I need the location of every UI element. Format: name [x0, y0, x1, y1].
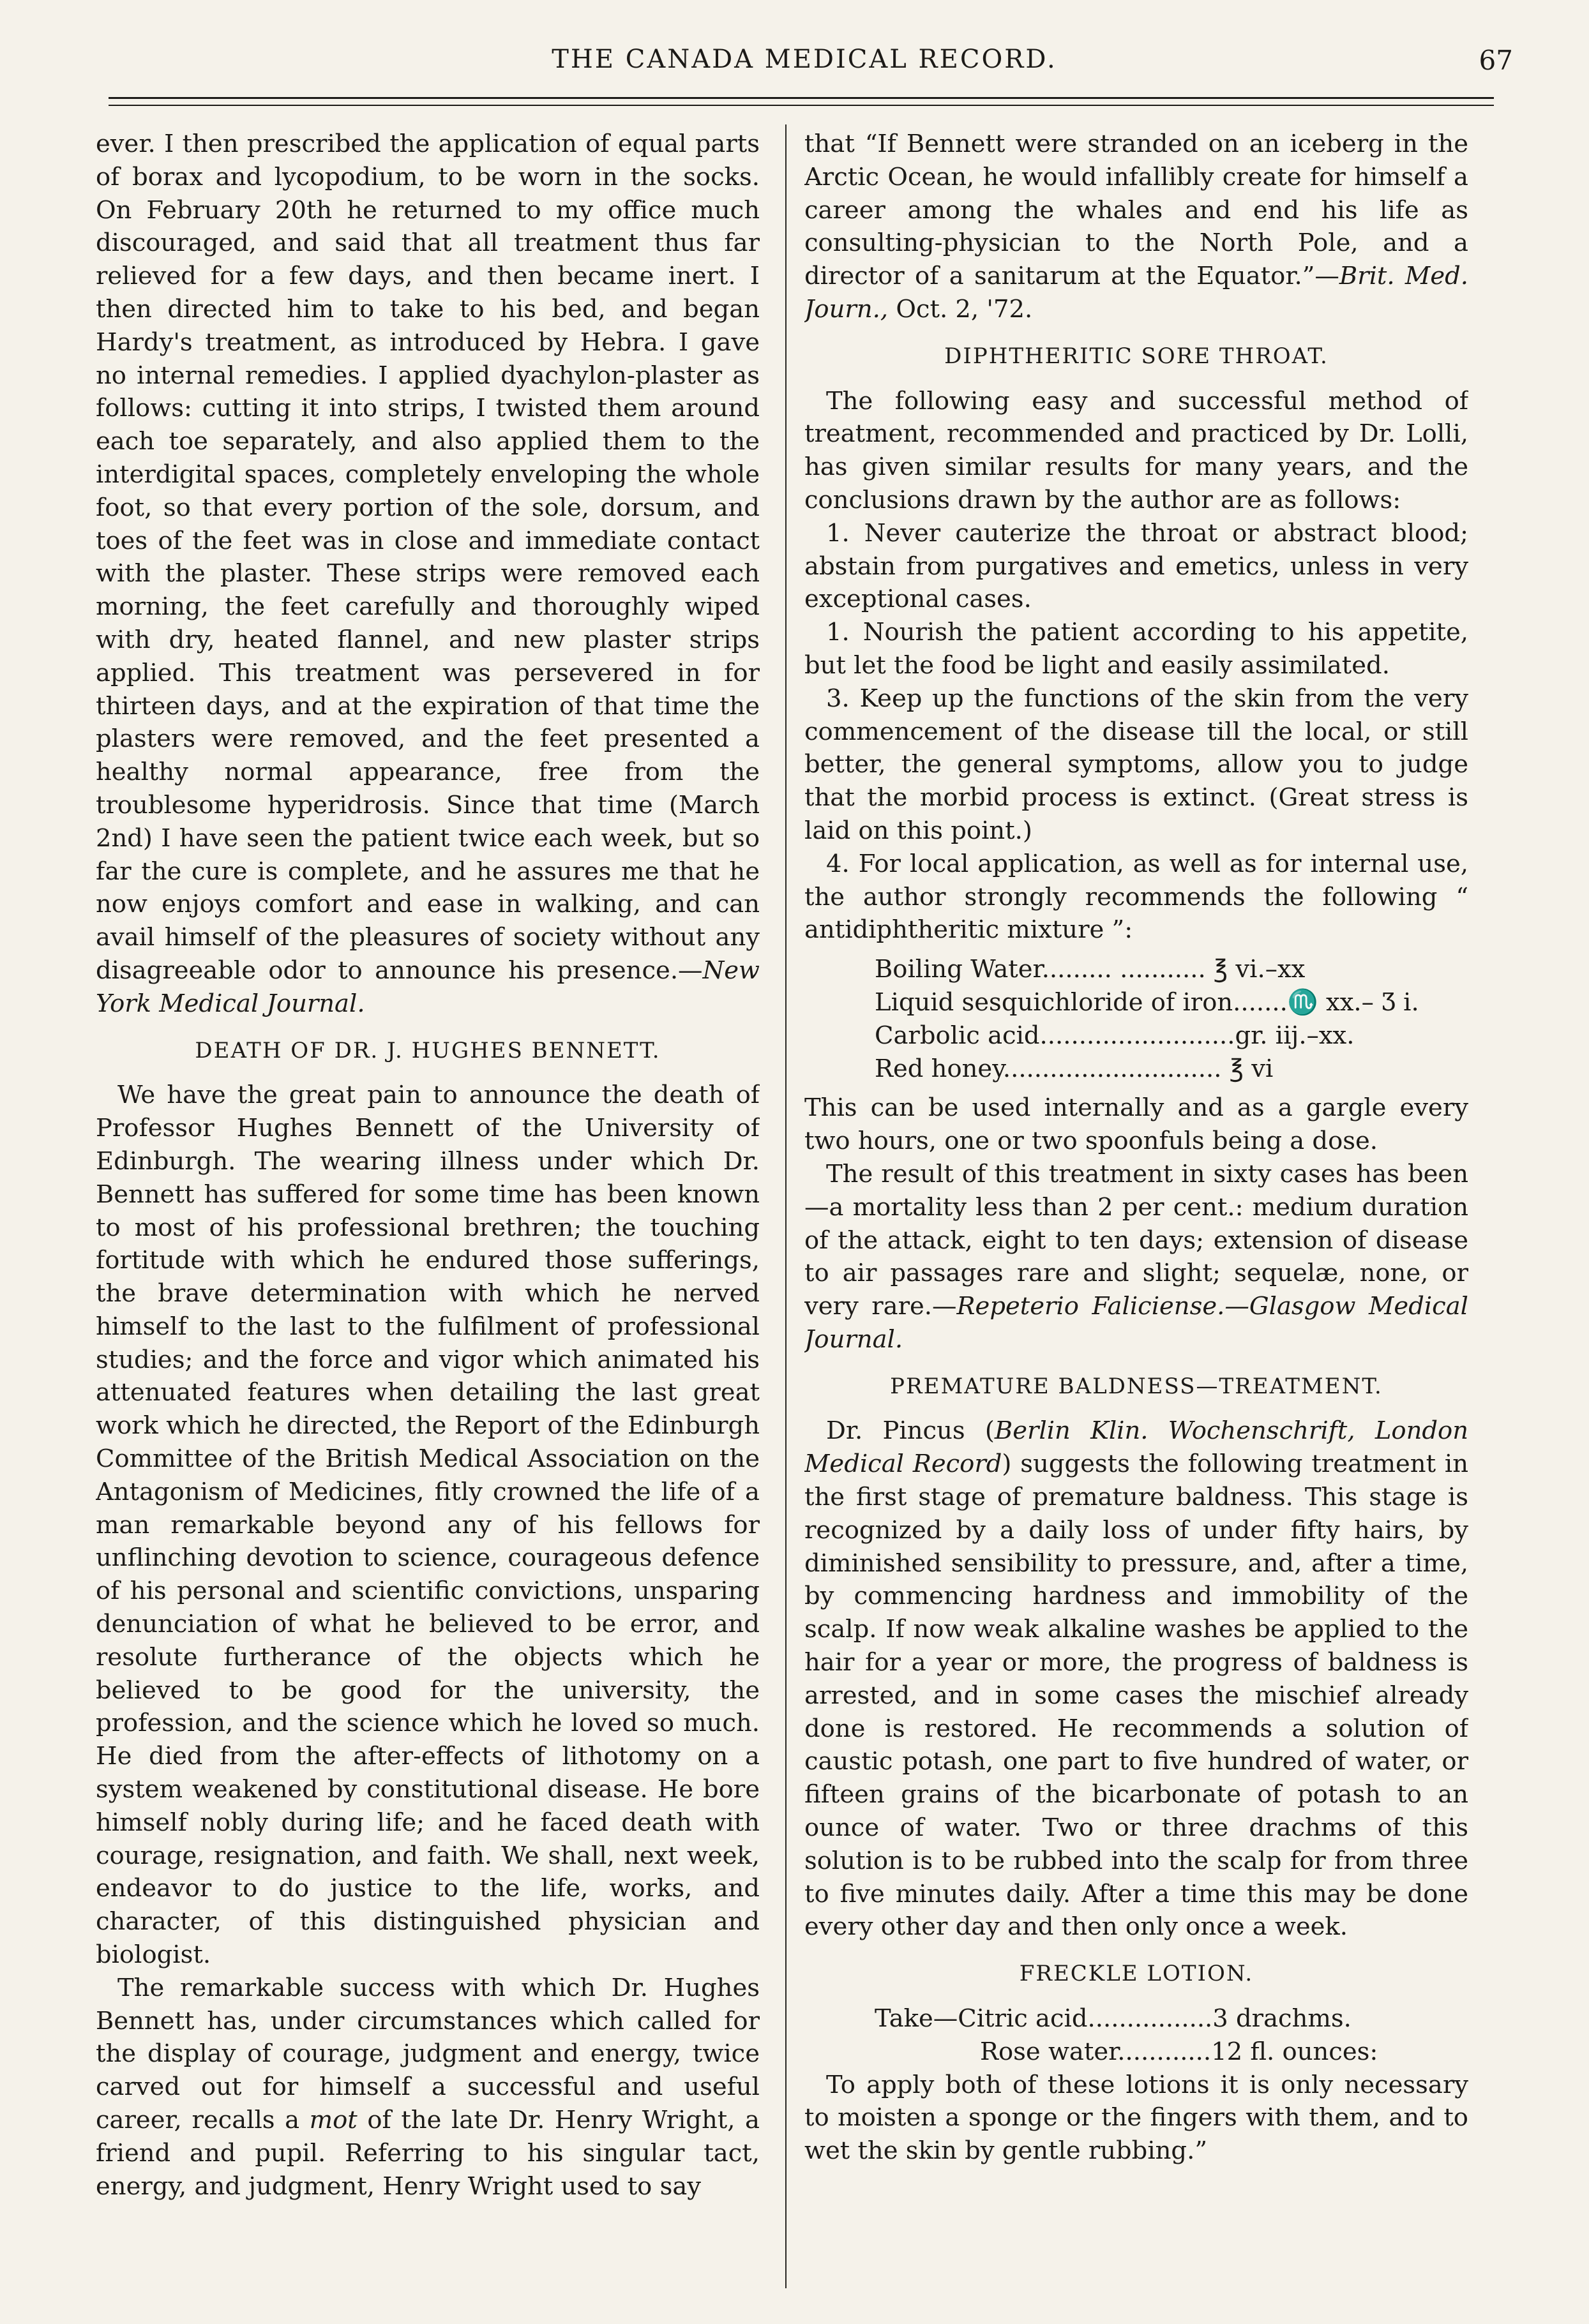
- bennett-continuation-text: that “If Bennett were stranded on an iceberg in the Arctic Ocean, he would infallibly create for himself a career among the whales and end his life as consulting-physician to the North Pole, and a director of a sanitarum at the Equator.”—: [804, 130, 1468, 291]
- freckle-recipe: [875, 2002, 1468, 2069]
- freckle-instructions: To apply both of these lotions it is only necessary to moisten a sponge or the fingers with them, and to wet the skin by gentle rubbing.”: [804, 2070, 1468, 2166]
- bennett-source: Brit. Med. Journ.,: [804, 262, 1468, 324]
- continued-paragraph-text: ever. I then prescribed the application of equal parts of borax and lycopodium, to be worn in the socks. On February 20th he returned to my office much discouraged, and said that all treatment thus far relieved for a few days, and then became inert. I then directed him to take to his bed, and began Hardy's treatment, as introduced by Hebra. I gave no internal remedies. I applied dyachylon-plaster as follows: cutting it into strips, I twisted them around each toe separately, and also applied them to the interdigital spaces, completely enveloping the whole foot, so that every portion of the sole, dorsum, and toes of the feet was in close and immediate contact with the plaster. These strips were removed each morning, the feet carefully and thoroughly wiped with dry, heated flannel, and new plaster strips applied. This treatment was persevered in for thirteen days, and at the expiration of that time the plasters were removed, and the feet presented a healthy normal appearance, free from the troublesome hyperidrosis. Since that time (March 2nd) I have seen the patient twice each week, but so far the cure is complete, and he assures me that he now enjoys comfort and ease in walking, and can avail himself of the pleasures of society without any disagreeable odor to announce his presence.—: [96, 130, 760, 985]
- section-title-baldness: PREMATURE BALDNESS—TREATMENT.: [890, 1373, 1383, 1399]
- bennett-continuation: [804, 128, 1468, 326]
- diphtheritic-usage: This can be used internally and as a gargle every two hours, one or two spoonfuls being a dose.: [804, 1093, 1468, 1156]
- page-number: 67: [1479, 45, 1513, 76]
- header-rule-bottom: [109, 105, 1494, 106]
- bennett-paragraph-2-a: The remarkable success with which Dr. Hughes Bennett has, under circumstances which called for the display of courage, judgment and energy, twice carved out for himself a successful and useful career, recalls a: [96, 1973, 760, 2135]
- recipe-line: Red honey............................ ℥ vi: [875, 1054, 1274, 1083]
- diphtheritic-point-1: 1. Never cauterize the throat or abstract blood; abstain from purgatives and emetics, unless in very exceptional cases.: [804, 518, 1468, 614]
- recipe-line: Carbolic acid.........................gr. iij.–xx.: [875, 1021, 1355, 1050]
- bennett-paragraph-2: [96, 1972, 760, 2203]
- diphtheritic-source: Repeterio Faliciense.—Glasgow Medical Journal.: [804, 1292, 1468, 1354]
- freckle-line: Rose water............12 fl. ounces:: [980, 2037, 1378, 2066]
- right-column: [804, 128, 1468, 2285]
- bennett-paragraph-2-b: of the late Dr. Henry Wright, a friend and pupil. Referring to his singular tact, energy, and judgment, Henry Wright used to say: [96, 2106, 760, 2201]
- baldness-paragraph: [804, 1414, 1468, 1944]
- diphtheritic-point-3: 3. Keep up the functions of the skin from the very commencement of the disease till the local, or still better, the general symptoms, allow you to judge that the morbid process is extinct. (Great stress is laid on this point.): [804, 684, 1468, 845]
- journal-title: THE CANADA MEDICAL RECORD.: [552, 45, 1057, 74]
- column-divider: [785, 124, 787, 2288]
- diphtheritic-result: [804, 1158, 1468, 1356]
- baldness-text-b: ) suggests the following treatment in the first stage of premature baldness. This stage is recognized by a daily loss of under fifty hairs, by diminished sensibility to pressure, and, after a time, by commencing hardness and immobility of the scalp. If now weak alkaline washes be applied to the hair for a year or more, the progress of baldness is arrested, and in some cases the mischief already done is restored. He recommends a solution of caustic potash, one part to five hundred of water, or fifteen grains of the bicarbonate of potash to an ounce of water. Two or three drachms of this solution is to be rubbed into the scalp for from three to five minutes daily. After a time this may be done every other day and then only once a week.: [804, 1450, 1468, 1942]
- section-title-diphtheritic: DIPHTHERITIC SORE THROAT.: [944, 343, 1329, 369]
- diphtheritic-point-4: 4. For local application, as well as for internal use, the author strongly recommends the following “ antidiphtheritic mixture ”:: [804, 849, 1468, 945]
- section-title-freckle: FRECKLE LOTION.: [1019, 1961, 1254, 1987]
- freckle-line: Take—Citric acid................3 drachms.: [875, 2004, 1352, 2034]
- baldness-text-a: Dr. Pincus (: [826, 1416, 995, 1446]
- baldness-source: Berlin Klin. Wochenschrift, London Medical Record: [804, 1416, 1468, 1479]
- mot-word: mot: [309, 2106, 358, 2135]
- diphtheritic-result-text: The result of this treatment in sixty cases has been—a mortality less than 2 per cent.: medium duration of the attack, eight to ten days; extension of disease to air passages rare and slight; sequelæ, none, or very rare.—: [804, 1159, 1468, 1321]
- source-citation: New York Medical Journal.: [96, 956, 760, 1018]
- continued-paragraph: [96, 128, 760, 1021]
- running-header: [96, 45, 1513, 89]
- recipe-line: Boiling Water......... ........... ℥ vi.–xx: [875, 955, 1306, 984]
- diphtheritic-recipe: [875, 953, 1468, 1085]
- left-column: [96, 128, 760, 2285]
- bennett-source-date: Oct. 2, '72.: [896, 294, 1033, 324]
- header-rule-top: [109, 97, 1494, 99]
- bennett-paragraph-1: We have the great pain to announce the death of Professor Hughes Bennett of the University of Edinburgh. The wearing illness under which Dr. Bennett has suffered for some time has been known to most of his professional brethren; the touching fortitude with which he endured those sufferings, the brave determination with which he nerved himself to the last to the fulfilment of professional studies; and the force and vigor which animated his attenuated features when detailing the last great work which he directed, the Report of the Edinburgh Committee of the British Medical Association on the Antagonism of Medicines, fitly crowned the life of a man remarkable beyond any of his fellows for unflinching devotion to science, courageous defence of his personal and scientific convictions, unsparing denunciation of what he believed to be error, and resolute furtherance of the objects which he believed to be good for the university, the profession, and the science which he loved so much. He died from the after-effects of lithotomy on a system weakened by constitutional disease. He bore himself nobly during life; and he faced death with courage, resignation, and faith. We shall, next week, endeavor to do justice to the life, works, and character, of this distinguished physician and biologist.: [96, 1081, 760, 1970]
- section-title-bennett: DEATH OF DR. J. HUGHES BENNETT.: [195, 1037, 661, 1063]
- recipe-line: Liquid sesquichloride of iron.......♏ xx.– Ʒ i.: [875, 987, 1419, 1017]
- diphtheritic-point-2: 1. Nourish the patient according to his appetite, but let the food be light and easily assimilated.: [804, 618, 1468, 680]
- diphtheritic-intro: The following easy and successful method of treatment, recommended and practiced by Dr. Lolli, has given similar results for many years, and the conclusions drawn by the author are as follows:: [804, 386, 1468, 514]
